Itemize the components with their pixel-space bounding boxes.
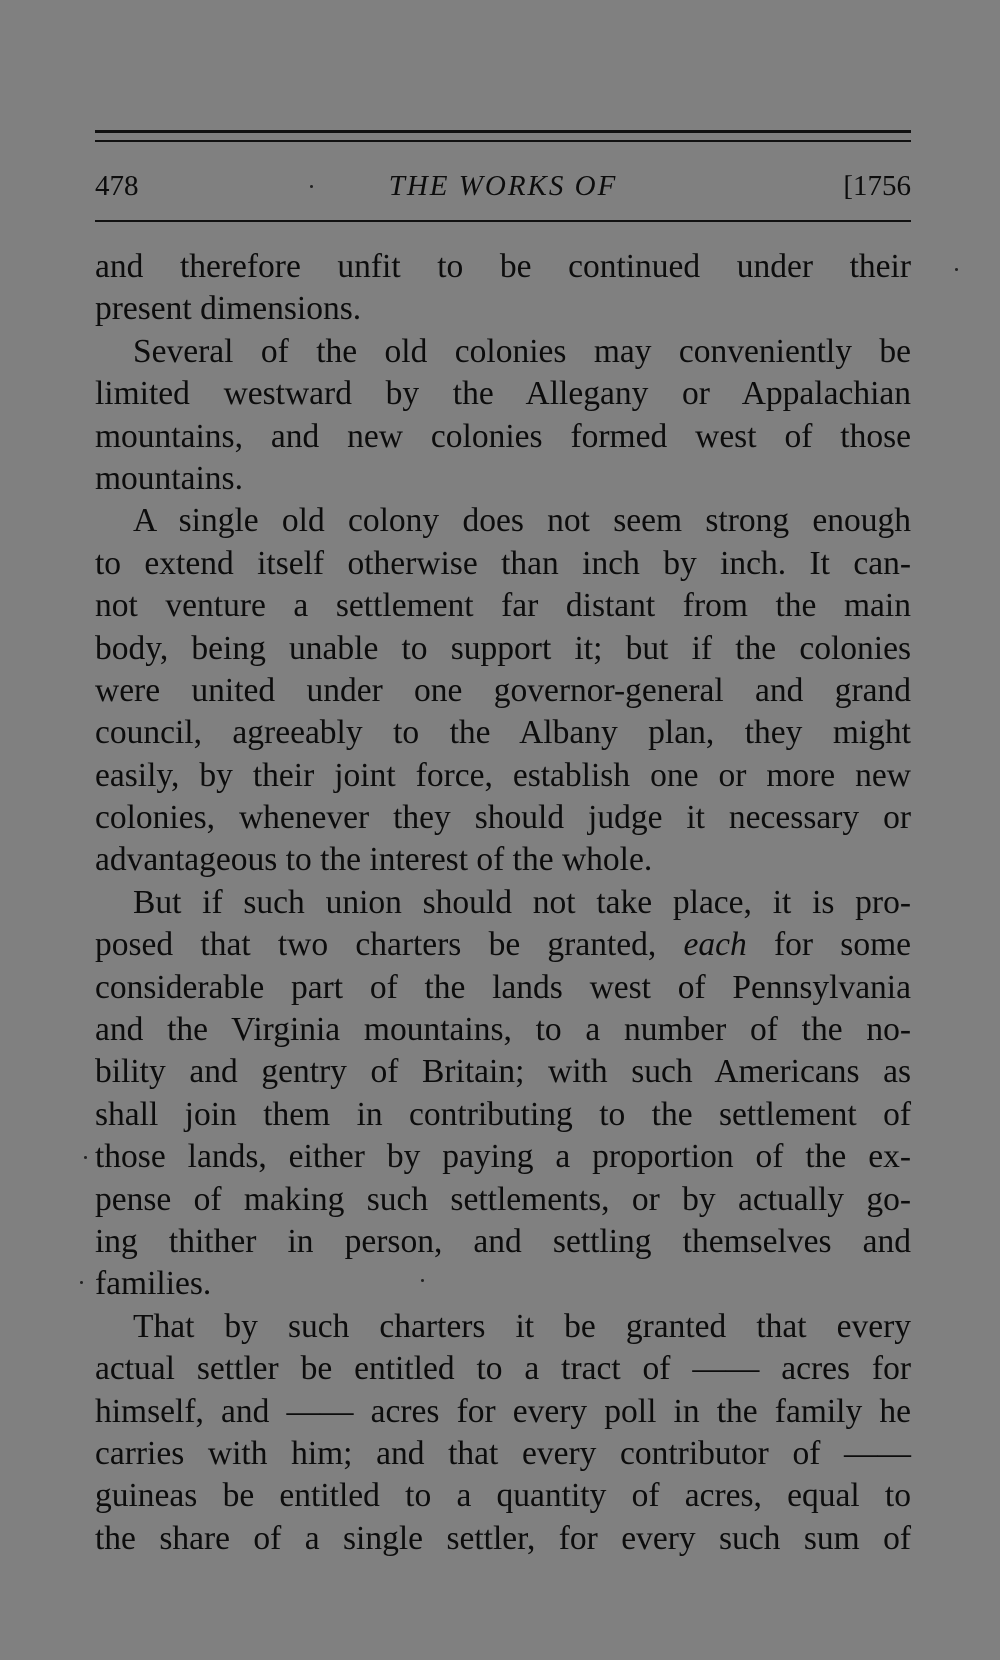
scan-speck xyxy=(310,185,313,188)
scan-speck xyxy=(955,268,958,271)
scan-speck xyxy=(84,1156,87,1159)
paragraph xyxy=(95,500,911,882)
text-line: the share of a single settler, for every such sum of xyxy=(95,1519,911,1557)
text-line: ing thither in person, and settling themselves and xyxy=(95,1222,911,1260)
text-line: considerable part of the lands west of Pennsylvania xyxy=(95,968,911,1006)
text-line: those lands, either by paying a proportion of the ex- xyxy=(95,1138,911,1176)
text-line: not venture a settlement far distant from the main xyxy=(95,587,911,625)
scan-speck xyxy=(421,1279,424,1282)
text-line: families. xyxy=(95,1265,212,1303)
text-line: pense of making such settlements, or by actually go- xyxy=(95,1180,911,1218)
scan-speck xyxy=(80,1281,83,1284)
text-line: and the Virginia mountains, to a number of the no- xyxy=(95,1011,911,1049)
text-line: himself, and —— acres for every poll in the family he xyxy=(95,1392,911,1430)
text-line: and therefore unfit to be continued under their xyxy=(95,248,911,285)
text-line: bility and gentry of Britain; with such Americans as xyxy=(95,1053,911,1091)
text-line: colonies, whenever they should judge it necessary or xyxy=(95,799,911,837)
paragraph xyxy=(95,331,911,501)
text-line: But if such union should not take place, it is pro- xyxy=(133,883,911,921)
header-year: [1756 xyxy=(843,170,911,202)
text-line: A single old colony does not seem strong enough xyxy=(133,502,911,540)
paragraph xyxy=(95,882,911,1306)
text-line: mountains. xyxy=(95,459,243,497)
text-line: guineas be entitled to a quantity of acres, equal to xyxy=(95,1477,911,1515)
emphasis-word: each xyxy=(683,926,747,964)
header-rule-thin xyxy=(95,140,911,142)
body-text xyxy=(95,246,911,1560)
running-title: THE WORKS OF xyxy=(388,170,618,202)
header-underline xyxy=(95,220,911,222)
header-rule-thick xyxy=(95,130,911,133)
paragraph xyxy=(95,1306,911,1560)
running-header xyxy=(95,166,911,206)
text-line: mountains, and new colonies formed west of those xyxy=(95,417,911,455)
text-line: Several of the old colonies may conveniently be xyxy=(133,332,911,370)
text-line: were united under one governor-general and grand xyxy=(95,671,911,709)
text-line: actual settler be entitled to a tract of —— acres for xyxy=(95,1350,911,1388)
text-line: advantageous to the interest of the whole. xyxy=(95,841,653,879)
text-line: carries with him; and that every contributor of —— xyxy=(95,1434,911,1472)
text-line: That by such charters it be granted that every xyxy=(133,1307,911,1345)
text-line: council, agreeably to the Albany plan, they might xyxy=(95,714,911,752)
text-line: to extend itself otherwise than inch by inch. It can- xyxy=(95,544,911,582)
text-line: present dimensions. xyxy=(95,290,362,328)
paragraph xyxy=(95,246,911,331)
text-line: easily, by their joint force, establish one or more new xyxy=(95,756,911,794)
page-number: 478 xyxy=(95,170,139,202)
text-line: limited westward by the Allegany or Appalachian xyxy=(95,375,911,413)
text-line: posed that two charters be granted, each for some xyxy=(95,926,911,964)
text-line: shall join them in contributing to the settlement of xyxy=(95,1095,911,1133)
text-line: body, being unable to support it; but if the colonies xyxy=(95,629,911,667)
